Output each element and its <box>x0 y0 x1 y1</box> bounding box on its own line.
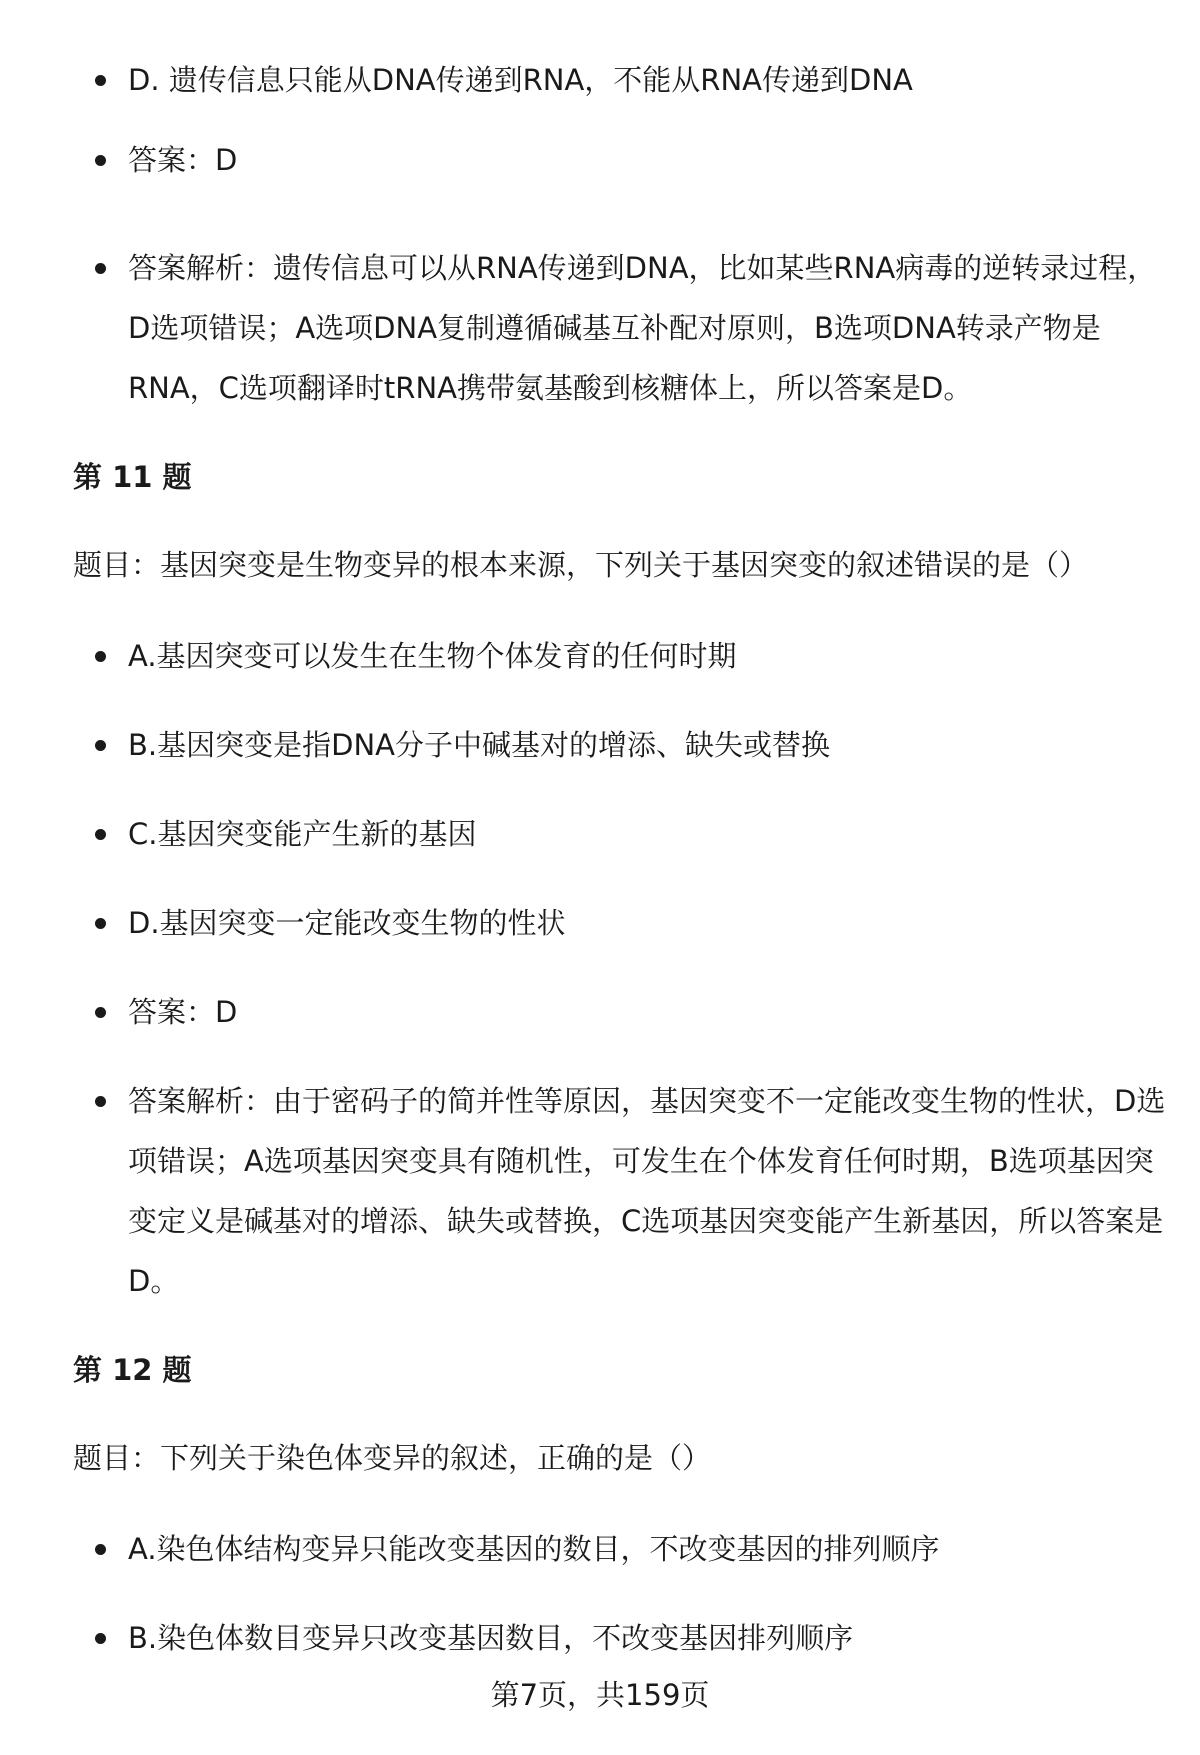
option-text: B.基因突变是指DNA分子中碱基对的增添、缺失或替换 <box>128 728 830 762</box>
bullet-icon <box>95 1633 106 1644</box>
list-item-option-a <box>95 1519 1173 1579</box>
option-text: D. 遗传信息只能从DNA传递到RNA，不能从RNA传递到DNA <box>128 63 913 97</box>
explanation-text: 答案解析：由于密码子的简并性等原因，基因突变不一定能改变生物的性状，D选项错误；A选项基因突变具有随机性，可发生在个体发育任何时期，B选项基因突变定义是碱基对的增添、缺失或替换，C选项基因突变能产生新基因，所以答案是D。 <box>128 1084 1166 1298</box>
answer-text: 答案：D <box>128 995 238 1029</box>
list-item-explanation <box>95 238 1173 418</box>
option-text: A.基因突变可以发生在生物个体发育的任何时期 <box>128 639 737 673</box>
list-item-option-a <box>95 626 1173 686</box>
bullet-icon <box>95 1544 106 1555</box>
bullet-icon <box>95 740 106 751</box>
list-item-option-b <box>95 715 1173 775</box>
option-text: A.染色体结构变异只能改变基因的数目，不改变基因的排列顺序 <box>128 1532 940 1566</box>
bullet-icon <box>95 918 106 929</box>
bullet-icon <box>95 263 106 274</box>
bullet-icon <box>95 651 106 662</box>
option-text: D.基因突变一定能改变生物的性状 <box>128 906 566 940</box>
list-item-answer <box>95 130 1173 190</box>
option-text: C.基因突变能产生新的基因 <box>128 817 477 851</box>
bullet-icon <box>95 155 106 166</box>
question-heading: 第 12 题 <box>73 1353 192 1387</box>
list-item-option-c <box>95 804 1173 864</box>
question-stem: 题目：基因突变是生物变异的根本来源，下列关于基因突变的叙述错误的是（） <box>73 548 1089 582</box>
bullet-icon <box>95 829 106 840</box>
page-number-footer: 第7页，共159页 <box>490 1678 710 1712</box>
list-item-option-b <box>95 1608 1173 1668</box>
answer-text: 答案：D <box>128 143 238 177</box>
list-item-answer <box>95 982 1173 1042</box>
list-item-explanation <box>95 1071 1173 1311</box>
question-stem: 题目：下列关于染色体变异的叙述，正确的是（） <box>73 1441 712 1475</box>
bullet-icon <box>95 75 106 86</box>
list-item-option-d <box>95 50 1173 110</box>
bullet-icon <box>95 1096 106 1107</box>
question-heading: 第 11 题 <box>73 460 192 494</box>
option-text: B.染色体数目变异只改变基因数目，不改变基因排列顺序 <box>128 1621 854 1655</box>
list-item-option-d <box>95 893 1173 953</box>
bullet-icon <box>95 1007 106 1018</box>
explanation-text: 答案解析：遗传信息可以从RNA传递到DNA，比如某些RNA病毒的逆转录过程，D选项错误；A选项DNA复制遵循碱基互补配对原则，B选项DNA转录产物是RNA，C选项翻译时tRNA携带氨基酸到核糖体上，所以答案是D。 <box>128 251 1157 405</box>
